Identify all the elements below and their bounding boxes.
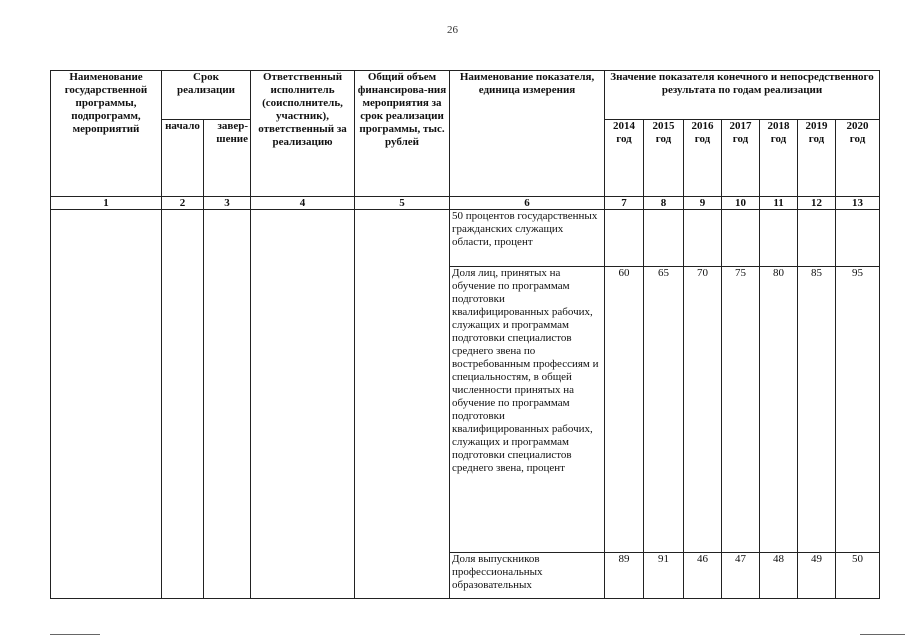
column-number: 12 [798, 197, 836, 210]
column-number: 9 [684, 197, 722, 210]
page-number: 26 [447, 24, 458, 36]
value-cell [722, 210, 760, 267]
header-indicator-name: Наименование показателя, единица измерения [450, 71, 605, 197]
value-cell [605, 210, 644, 267]
value-cell: 75 [722, 267, 760, 553]
value-cell: 89 [605, 553, 644, 599]
value-cell [684, 210, 722, 267]
header-total-funding: Общий объем финансирова-ния мероприятия за срок реализации программы, тыс. рублей [355, 71, 450, 197]
bottom-right-rule [860, 634, 905, 635]
header-year-2019: 2019 год [798, 120, 836, 197]
value-cell [836, 210, 880, 267]
start-cell [162, 210, 204, 599]
indicator-name-cell: Доля выпускников профессиональных образовательных [450, 553, 605, 599]
value-cell: 49 [798, 553, 836, 599]
header-year-2020: 2020 год [836, 120, 880, 197]
bottom-left-rule [50, 634, 100, 635]
header-indicator-values: Значение показателя конечного и непосредственного результата по годам реализации [605, 71, 880, 120]
header-program-name: Наименование государственной программы, подпрограмм, мероприятий [51, 71, 162, 197]
header-year-2015: 2015 год [644, 120, 684, 197]
header-implementation-period: Срок реализации [162, 71, 251, 120]
header-year-2016: 2016 год [684, 120, 722, 197]
value-cell: 60 [605, 267, 644, 553]
header-year-2014: 2014 год [605, 120, 644, 197]
column-number: 2 [162, 197, 204, 210]
indicator-name-cell: Доля лиц, принятых на обучение по программам подготовки квалифицированных рабочих, служащих и программам подготовки специалистов среднего звена по востребованным профессиям и специальностям, в общей численности принятых на обучение по программам подготовки квалифицированных рабочих, служащих и программам подготовки специалистов среднего звена, процент [450, 267, 605, 553]
column-number: 8 [644, 197, 684, 210]
column-number-row [51, 197, 880, 210]
column-number: 7 [605, 197, 644, 210]
indicator-name-cell: 50 процентов государственных гражданских служащих области, процент [450, 210, 605, 267]
value-cell [644, 210, 684, 267]
column-number: 11 [760, 197, 798, 210]
header-year-2018: 2018 год [760, 120, 798, 197]
value-cell: 46 [684, 553, 722, 599]
column-number: 5 [355, 197, 450, 210]
column-number: 10 [722, 197, 760, 210]
header-responsible-executor: Ответственный исполнитель (соисполнитель, участник), ответственный за реализацию [251, 71, 355, 197]
header-end: завер-шение [204, 120, 251, 197]
value-cell: 50 [836, 553, 880, 599]
value-cell [760, 210, 798, 267]
column-number: 4 [251, 197, 355, 210]
value-cell: 47 [722, 553, 760, 599]
column-number: 13 [836, 197, 880, 210]
value-cell: 70 [684, 267, 722, 553]
value-cell: 48 [760, 553, 798, 599]
value-cell: 95 [836, 267, 880, 553]
indicator-table-wrapper [50, 70, 880, 599]
value-cell: 91 [644, 553, 684, 599]
funding-cell [355, 210, 450, 599]
header-year-2017: 2017 год [722, 120, 760, 197]
end-cell [204, 210, 251, 599]
value-cell: 65 [644, 267, 684, 553]
column-number: 1 [51, 197, 162, 210]
column-number: 6 [450, 197, 605, 210]
indicator-table [50, 70, 880, 599]
header-start: начало [162, 120, 204, 197]
value-cell [798, 210, 836, 267]
program-name-cell [51, 210, 162, 599]
value-cell: 80 [760, 267, 798, 553]
column-number: 3 [204, 197, 251, 210]
value-cell: 85 [798, 267, 836, 553]
table-row [51, 210, 880, 267]
executor-cell [251, 210, 355, 599]
